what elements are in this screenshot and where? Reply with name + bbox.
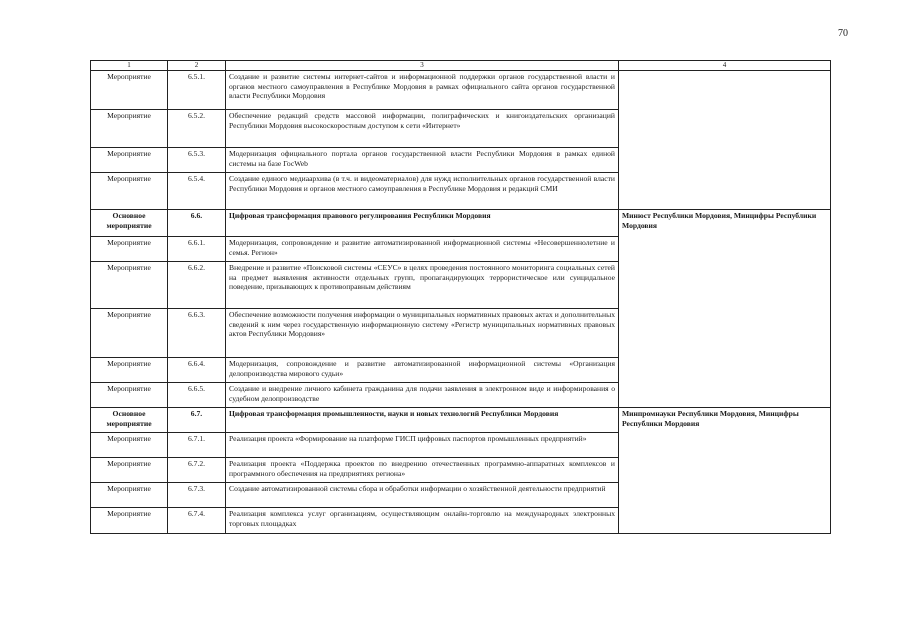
table-header-row: [91, 61, 831, 71]
row-number: 6.6.2.: [168, 262, 226, 309]
header-cell: 3: [226, 61, 619, 71]
row-description: Модернизация официального портала органов государственной власти Республики Мордовия в рамках единой системы на базе ГосWeb: [226, 148, 619, 173]
row-type: Основное мероприятие: [91, 408, 168, 433]
row-description: Обеспечение редакций средств массовой информации, полиграфических и книгоиздательских организаций Республики Мордовия высокоскоростным доступом к сети «Интернет»: [226, 110, 619, 148]
row-description: Реализация проекта «Формирование на платформе ГИСП цифровых паспортов промышленных предприятий»: [226, 433, 619, 458]
row-description: Цифровая трансформация правового регулирования Республики Мордовия: [226, 210, 619, 237]
row-type: Мероприятие: [91, 433, 168, 458]
row-number: 6.6.4.: [168, 358, 226, 383]
row-description: Создание и внедрение личного кабинета гражданина для подачи заявления в электронном виде и информирования о судебном делопроизводстве: [226, 383, 619, 408]
row-description: Модернизация, сопровождение и развитие автоматизированной информационной системы «Организация делопроизводства мирового судьи»: [226, 358, 619, 383]
row-type: Мероприятие: [91, 483, 168, 508]
row-responsible: Минпромнауки Республики Мордовия, Минцифры Республики Мордовия: [619, 408, 831, 534]
header-cell: 2: [168, 61, 226, 71]
row-number: 6.6.: [168, 210, 226, 237]
row-number: 6.6.5.: [168, 383, 226, 408]
row-type: Мероприятие: [91, 309, 168, 358]
row-number: 6.5.3.: [168, 148, 226, 173]
row-description: Обеспечение возможности получения информации о муниципальных нормативных правовых актах и дополнительных сведений к ним через государственную информационную систему «Регистр муниципальных нормативных правовых актов Республики Мордовия»: [226, 309, 619, 358]
row-description: Реализация комплекса услуг организациям, осуществляющим онлайн-торговлю на международных электронных торговых площадках: [226, 508, 619, 534]
row-type: Мероприятие: [91, 508, 168, 534]
row-type: Мероприятие: [91, 71, 168, 110]
measures-table: [90, 60, 831, 534]
row-number: 6.7.1.: [168, 433, 226, 458]
row-number: 6.7.4.: [168, 508, 226, 534]
row-type: Мероприятие: [91, 262, 168, 309]
row-type: Мероприятие: [91, 237, 168, 262]
row-number: 6.5.4.: [168, 173, 226, 210]
page-number: 70: [838, 28, 848, 39]
row-description: Модернизация, сопровождение и развитие автоматизированной информационной системы «Несовершеннолетние и семья. Регион»: [226, 237, 619, 262]
table-row: [91, 71, 831, 110]
row-number: 6.5.2.: [168, 110, 226, 148]
row-type: Мероприятие: [91, 383, 168, 408]
row-description: Цифровая трансформация промышленности, науки и новых технологий Республики Мордовия: [226, 408, 619, 433]
row-type: Мероприятие: [91, 458, 168, 483]
table-row-main: [91, 210, 831, 237]
table-row-main: [91, 408, 831, 433]
row-responsible: Минюст Республики Мордовия, Минцифры Республики Мордовия: [619, 210, 831, 408]
header-cell: 1: [91, 61, 168, 71]
row-description: Реализация проекта «Поддержка проектов по внедрению отечественных программно-аппаратных комплексов и программного обеспечения на предприятиях региона»: [226, 458, 619, 483]
row-description: Создание и развитие системы интернет-сайтов и информационной поддержки органов государственной власти и органов местного самоуправления в Республике Мордовия в рамках официального сайта органов государственной власти Республики Мордовия: [226, 71, 619, 110]
row-number: 6.6.1.: [168, 237, 226, 262]
row-number: 6.5.1.: [168, 71, 226, 110]
header-cell: 4: [619, 61, 831, 71]
row-number: 6.7.: [168, 408, 226, 433]
row-description: Внедрение и развитие «Поисковой системы «СЕУС» в целях проведения постоянного мониторинга социальных сетей на предмет выявления активности отдельных групп, пропагандирующих террористическое или суицидальное поведение, призывающих к противоправным действиям: [226, 262, 619, 309]
row-type: Мероприятие: [91, 148, 168, 173]
row-type: Мероприятие: [91, 110, 168, 148]
row-description: Создание единого медиаархива (в т.ч. и видеоматериалов) для нужд исполнительных органов государственной власти Республики Мордовия и органов местного самоуправления в Республике Мордовия и редакций СМИ: [226, 173, 619, 210]
row-type: Мероприятие: [91, 358, 168, 383]
row-type: Основное мероприятие: [91, 210, 168, 237]
row-number: 6.6.3.: [168, 309, 226, 358]
row-number: 6.7.2.: [168, 458, 226, 483]
row-description: Создание автоматизированной системы сбора и обработки информации о хозяйственной деятельности предприятий: [226, 483, 619, 508]
row-number: 6.7.3.: [168, 483, 226, 508]
row-responsible: [619, 71, 831, 210]
row-type: Мероприятие: [91, 173, 168, 210]
